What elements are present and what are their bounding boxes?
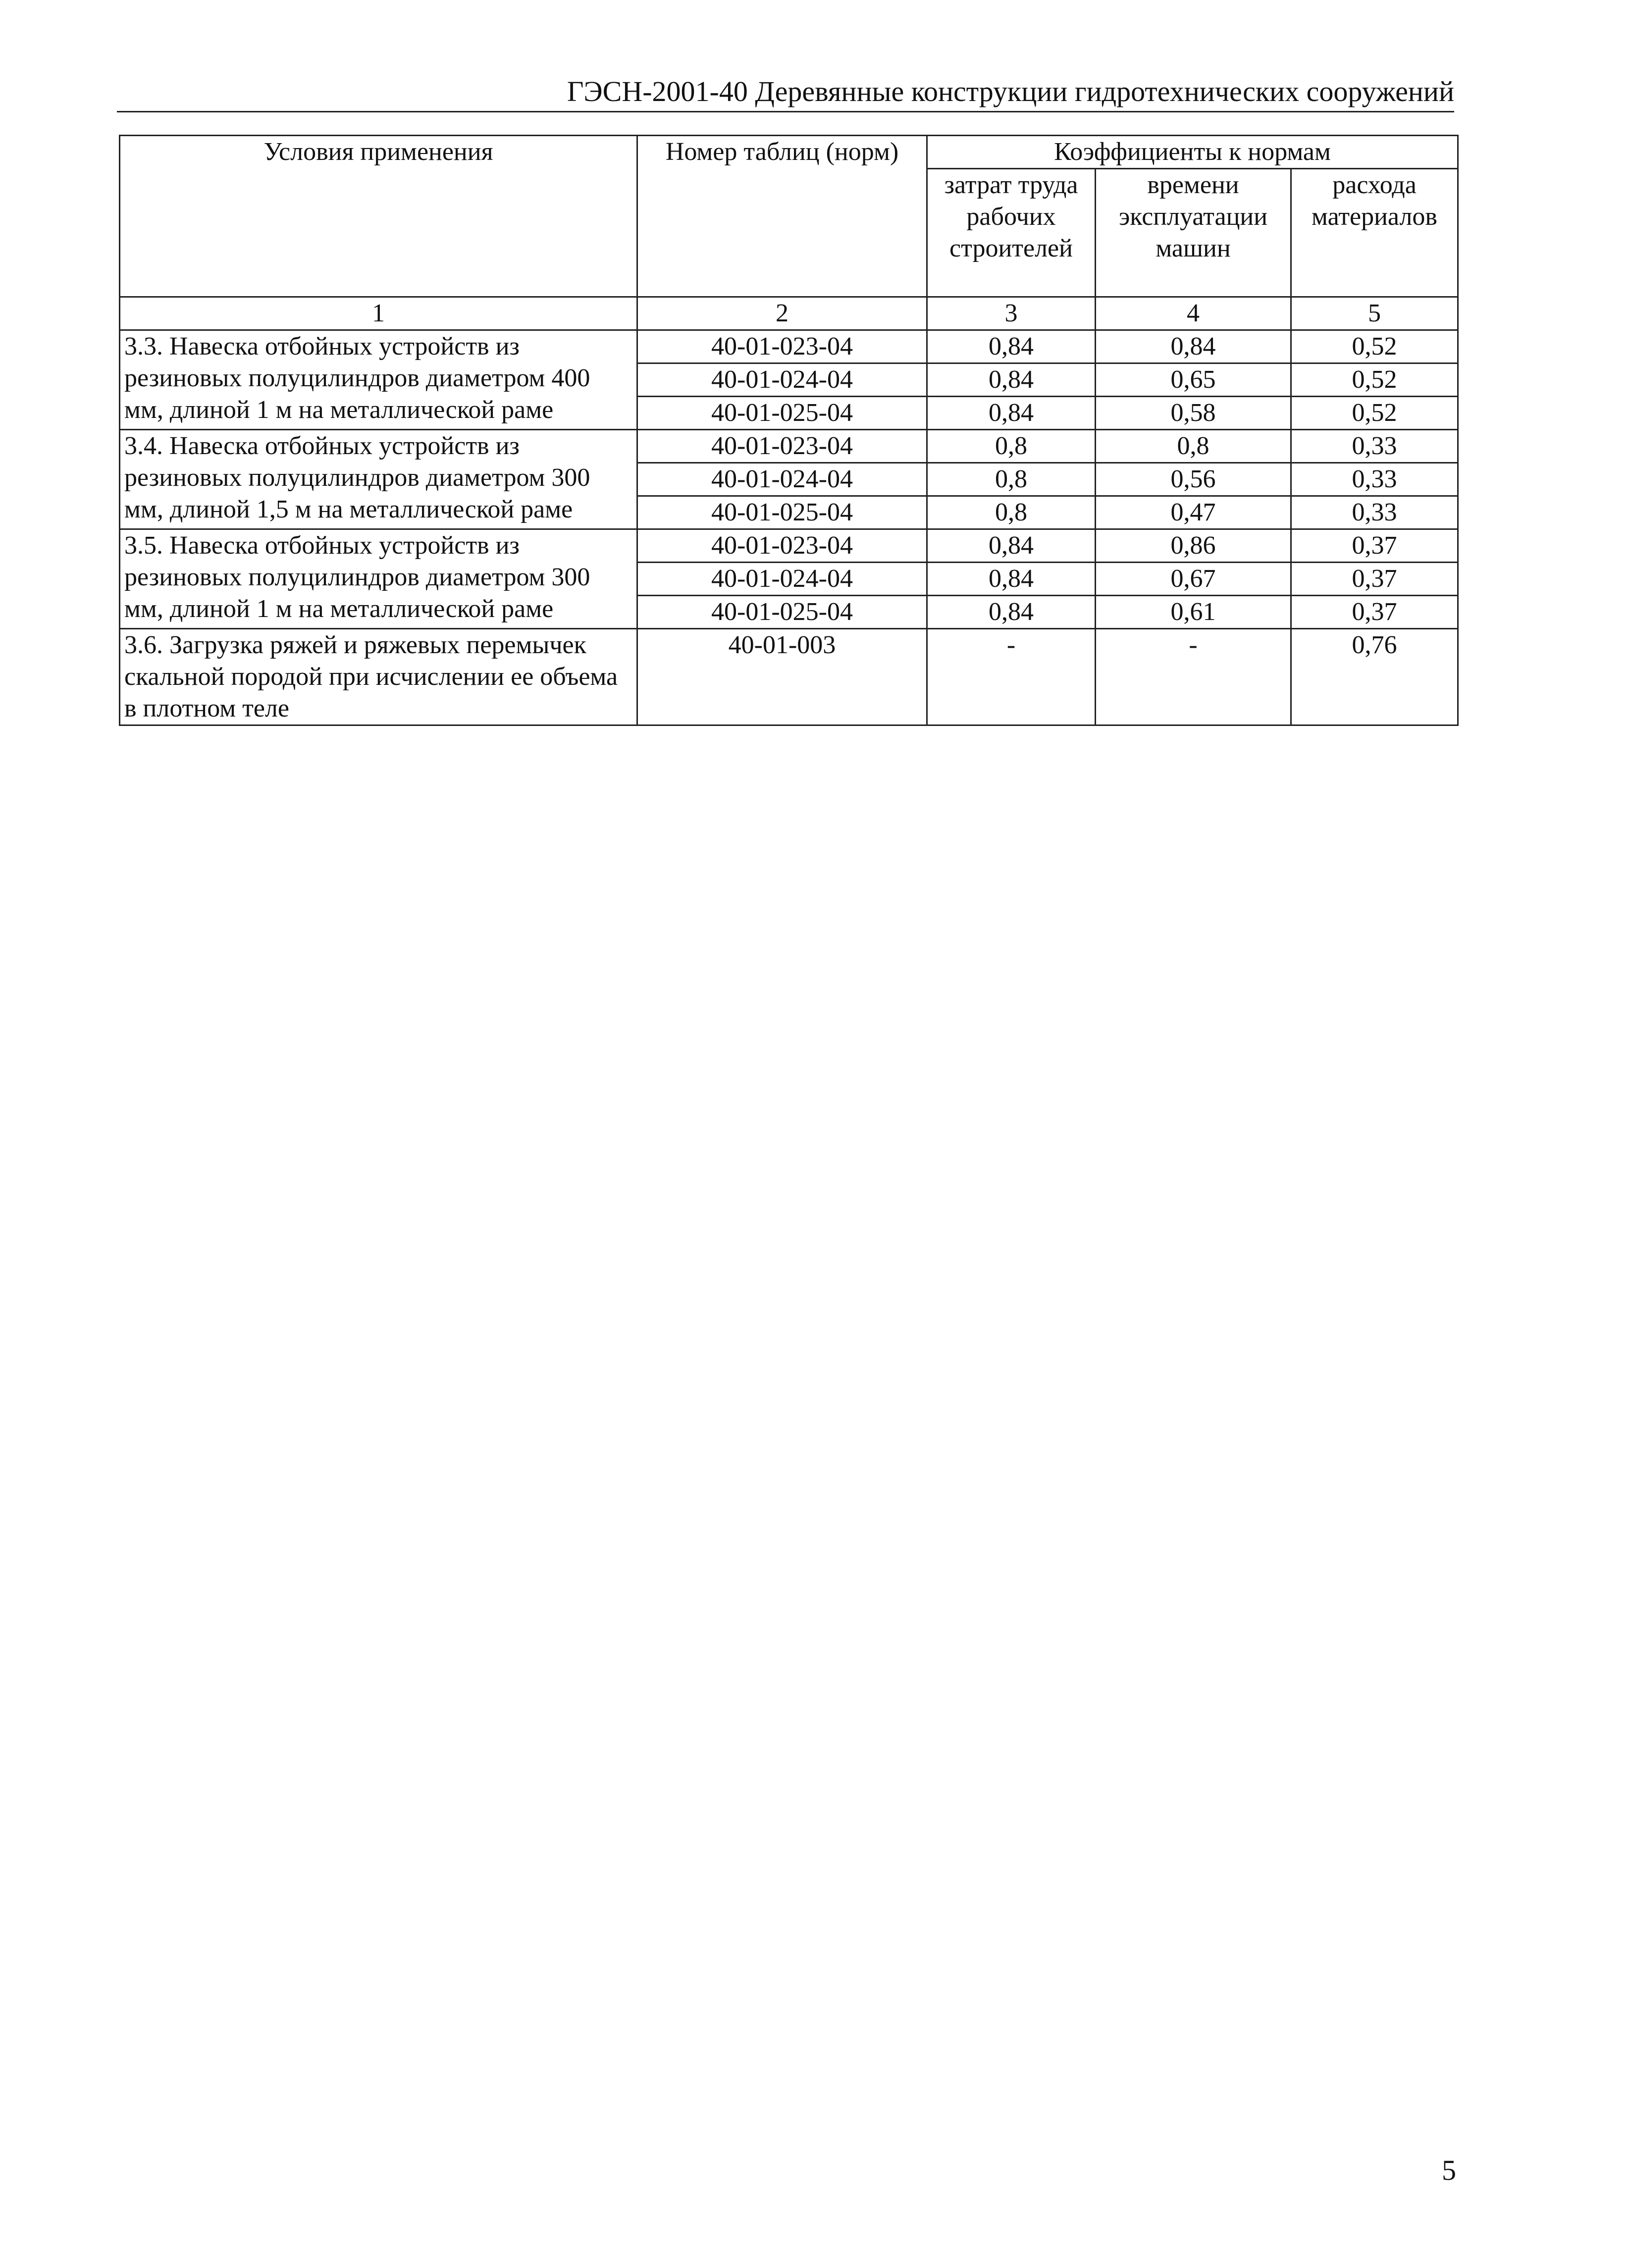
table-number-cell: 40-01-025-04 (637, 397, 927, 430)
materials-coefficient-cell: 0,52 (1291, 397, 1458, 430)
column-number: 5 (1291, 297, 1458, 330)
header-divider (117, 111, 1454, 112)
header-labor: затрат труда рабочих строителей (927, 169, 1096, 297)
table-number-cell: 40-01-025-04 (637, 596, 927, 629)
machines-coefficient-cell: 0,56 (1096, 463, 1291, 496)
machines-coefficient-cell: 0,84 (1096, 330, 1291, 363)
labor-coefficient-cell: 0,8 (927, 430, 1096, 463)
machines-coefficient-cell: 0,8 (1096, 430, 1291, 463)
machines-coefficient-cell: 0,58 (1096, 397, 1291, 430)
labor-coefficient-cell: - (927, 629, 1096, 725)
materials-coefficient-cell: 0,76 (1291, 629, 1458, 725)
column-number: 1 (120, 297, 637, 330)
materials-coefficient-cell: 0,37 (1291, 529, 1458, 563)
labor-coefficient-cell: 0,84 (927, 363, 1096, 397)
header-machines: времени эксплуатации машин (1096, 169, 1291, 297)
header-coefficients: Коэффициенты к нормам (927, 136, 1458, 169)
condition-cell: 3.3. Навеска отбойных устройств из резиновых полуцилиндров диаметром 400 мм, длиной 1 м на металлической раме (120, 330, 637, 430)
table-number-cell: 40-01-024-04 (637, 463, 927, 496)
materials-coefficient-cell: 0,33 (1291, 430, 1458, 463)
table-row (120, 529, 1458, 563)
machines-coefficient-cell: 0,65 (1096, 363, 1291, 397)
column-number: 3 (927, 297, 1096, 330)
table-row (120, 330, 1458, 363)
materials-coefficient-cell: 0,37 (1291, 596, 1458, 629)
header-conditions: Условия применения (120, 136, 637, 297)
header-materials: расхода материалов (1291, 169, 1458, 297)
table-number-cell: 40-01-023-04 (637, 529, 927, 563)
materials-coefficient-cell: 0,52 (1291, 330, 1458, 363)
coefficients-table (119, 135, 1459, 726)
labor-coefficient-cell: 0,8 (927, 463, 1096, 496)
page-number: 5 (1442, 2154, 1456, 2186)
table-row (120, 629, 1458, 725)
column-number: 2 (637, 297, 927, 330)
materials-coefficient-cell: 0,37 (1291, 563, 1458, 596)
condition-cell: 3.5. Навеска отбойных устройств из резиновых полуцилиндров диаметром 300 мм, длиной 1 м на металлической раме (120, 529, 637, 629)
table-row (120, 430, 1458, 463)
materials-coefficient-cell: 0,33 (1291, 496, 1458, 529)
labor-coefficient-cell: 0,84 (927, 563, 1096, 596)
machines-coefficient-cell: 0,61 (1096, 596, 1291, 629)
condition-cell: 3.4. Навеска отбойных устройств из резиновых полуцилиндров диаметром 300 мм, длиной 1,5 м на металлической раме (120, 430, 637, 529)
machines-coefficient-cell: - (1096, 629, 1291, 725)
column-number: 4 (1096, 297, 1291, 330)
table-number-cell: 40-01-024-04 (637, 363, 927, 397)
column-numbers-row (120, 297, 1458, 330)
machines-coefficient-cell: 0,86 (1096, 529, 1291, 563)
table-number-cell: 40-01-025-04 (637, 496, 927, 529)
labor-coefficient-cell: 0,8 (927, 496, 1096, 529)
table-number-cell: 40-01-024-04 (637, 563, 927, 596)
table-number-cell: 40-01-023-04 (637, 330, 927, 363)
table-header-row (120, 136, 1458, 169)
labor-coefficient-cell: 0,84 (927, 596, 1096, 629)
materials-coefficient-cell: 0,33 (1291, 463, 1458, 496)
labor-coefficient-cell: 0,84 (927, 397, 1096, 430)
labor-coefficient-cell: 0,84 (927, 529, 1096, 563)
machines-coefficient-cell: 0,67 (1096, 563, 1291, 596)
table-number-cell: 40-01-003 (637, 629, 927, 725)
materials-coefficient-cell: 0,52 (1291, 363, 1458, 397)
table-number-cell: 40-01-023-04 (637, 430, 927, 463)
header-table-number: Номер таблиц (норм) (637, 136, 927, 297)
machines-coefficient-cell: 0,47 (1096, 496, 1291, 529)
labor-coefficient-cell: 0,84 (927, 330, 1096, 363)
document-header: ГЭСН-2001-40 Деревянные конструкции гидротехнических сооружений (567, 75, 1454, 107)
condition-cell: 3.6. Загрузка ряжей и ряжевых перемычек скальной породой при исчислении ее объема в плотном теле (120, 629, 637, 725)
